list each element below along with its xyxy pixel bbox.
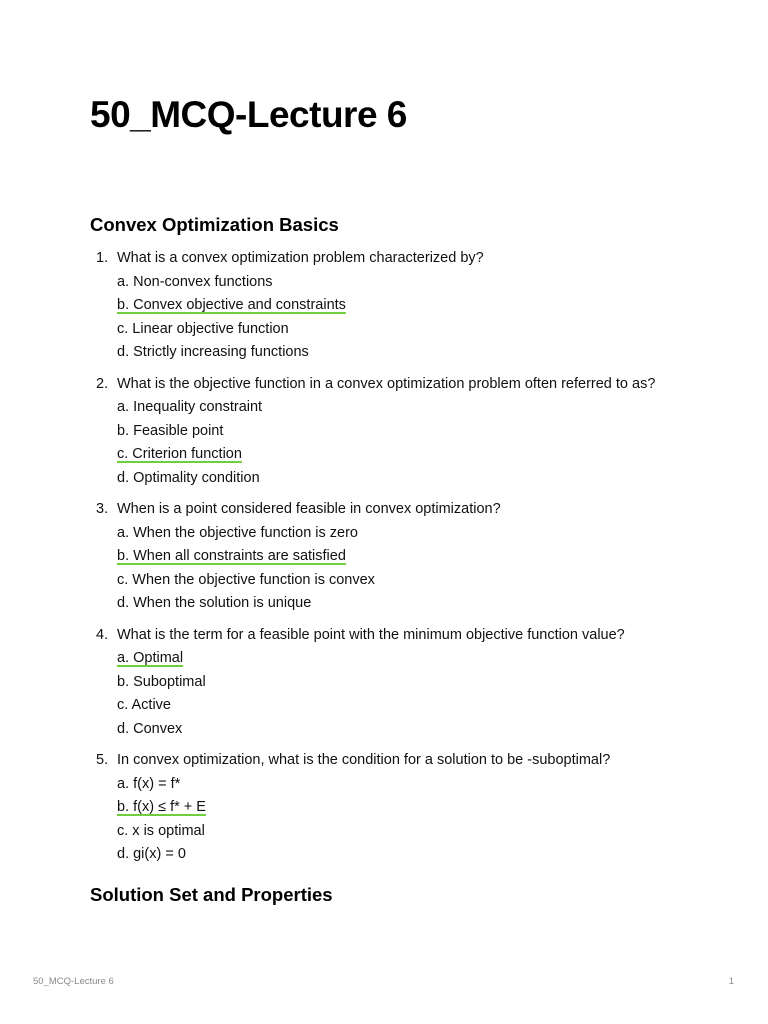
option-c: c. Linear objective function xyxy=(117,320,289,337)
option-a: a. When the objective function is zero xyxy=(117,524,358,541)
option-b-answer: b. f(x) ≤ f* + E xyxy=(117,799,206,815)
option-d: d. Convex xyxy=(117,720,183,737)
section-heading-solution-set: Solution Set and Properties xyxy=(90,884,333,905)
option-c: c. When the objective function is convex xyxy=(117,571,375,588)
option-d: d. Strictly increasing functions xyxy=(117,344,309,360)
option-c: c. x is optimal xyxy=(117,822,205,839)
option-d: d. When the solution is unique xyxy=(117,595,312,611)
question-text: What is the term for a feasible point with the minimum objective function value? xyxy=(117,626,625,643)
footer-document-title: 50_MCQ-Lecture 6 xyxy=(33,976,114,987)
option-a: a. Inequality constraint xyxy=(117,399,263,415)
question-list xyxy=(90,247,710,875)
option-b-answer: b. When all constraints are satisfied xyxy=(117,548,346,564)
option-a: a. f(x) = f* xyxy=(117,775,181,792)
option-d: d. gi(x) = 0 xyxy=(117,846,186,862)
option-b-answer: b. Convex objective and constraints xyxy=(117,297,346,313)
question-number: 4. xyxy=(96,626,109,643)
question-2 xyxy=(90,373,710,491)
option-b: b. Suboptimal xyxy=(117,673,206,690)
question-number: 1. xyxy=(96,250,109,266)
question-number: 2. xyxy=(96,375,109,392)
option-a: a. Non-convex functions xyxy=(117,273,273,290)
question-4 xyxy=(90,624,710,742)
option-b: b. Feasible point xyxy=(117,422,224,439)
question-text: In convex optimization, what is the condition for a solution to be -suboptimal? xyxy=(117,752,611,768)
question-text: When is a point considered feasible in convex optimization? xyxy=(117,501,501,517)
question-text: What is the objective function in a convex optimization problem often referred to as? xyxy=(117,375,656,392)
question-number: 3. xyxy=(96,501,109,517)
footer-page-number: 1 xyxy=(728,976,734,987)
question-3 xyxy=(90,498,710,616)
option-c-answer: c. Criterion function xyxy=(117,446,242,462)
option-a-answer: a. Optimal xyxy=(117,650,184,666)
page-title: 50_MCQ-Lecture 6 xyxy=(90,94,407,135)
option-c: c. Active xyxy=(117,697,171,713)
question-text: What is a convex optimization problem characterized by? xyxy=(117,250,484,266)
question-5 xyxy=(90,749,710,867)
option-d: d. Optimality condition xyxy=(117,469,260,486)
question-1 xyxy=(90,247,710,365)
question-number: 5. xyxy=(96,752,109,768)
section-heading-convex-basics: Convex Optimization Basics xyxy=(90,214,339,235)
